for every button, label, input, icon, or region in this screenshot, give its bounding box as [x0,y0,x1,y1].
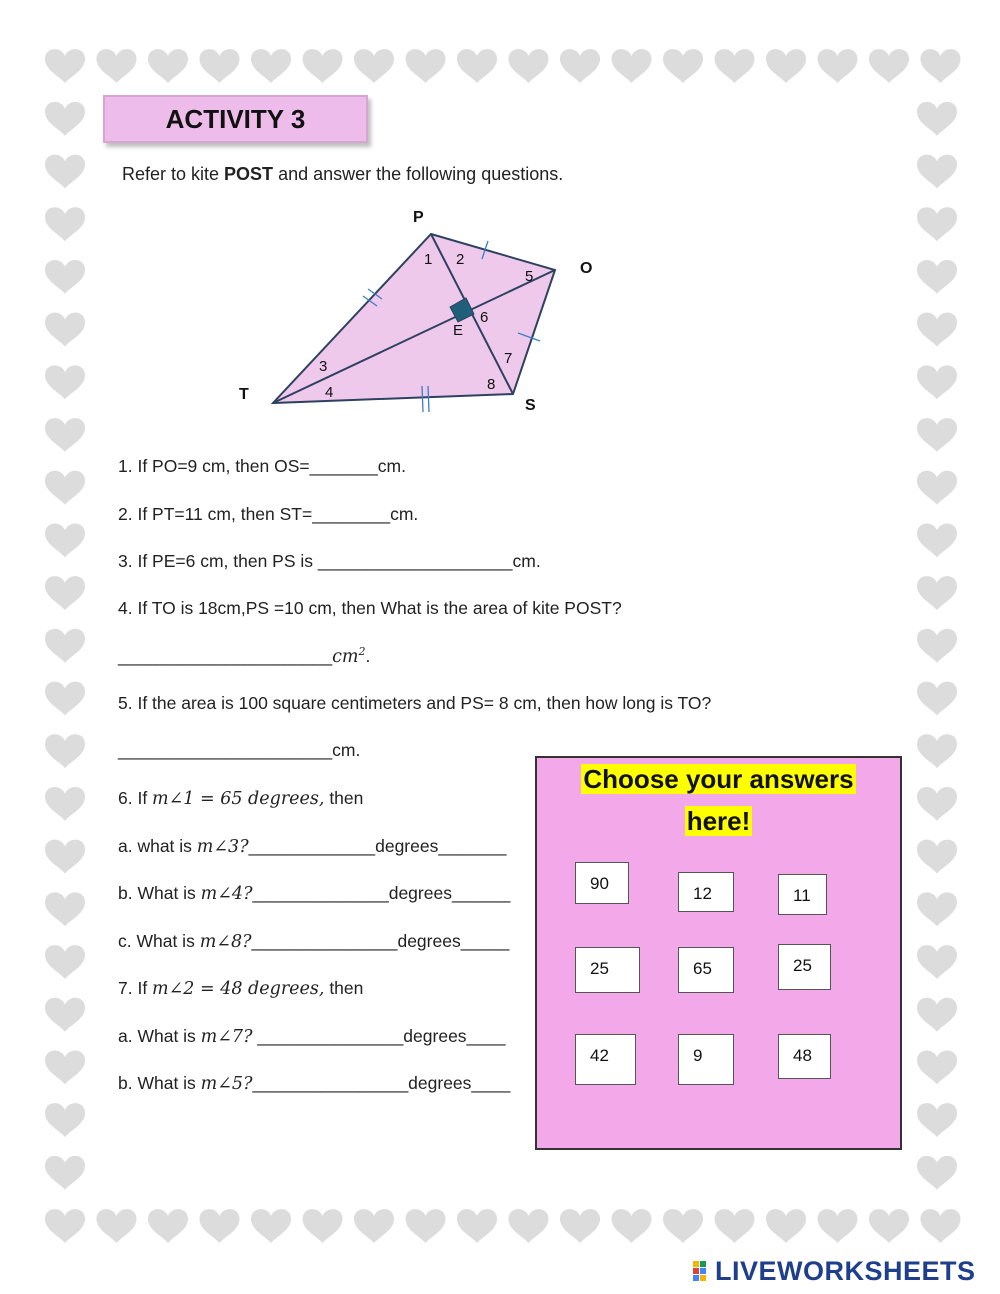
question-5: 5. If the area is 100 square centimeters and PS= 8 cm, then how long is TO? [118,693,712,713]
heart-decoration [45,840,85,874]
q4-exponent: 2 [358,645,366,658]
heart-decoration [45,102,85,136]
heart-decoration [917,313,957,347]
angle-label-1: 1 [424,251,433,268]
question-2: 2. If PT=11 cm, then ST=________cm. [118,504,419,524]
heart-decoration [45,998,85,1032]
angle-label-5: 5 [525,268,534,285]
q6-suffix: then [324,788,364,808]
q6b-blank[interactable]: ______________degrees______ [252,883,511,903]
heart-decoration [663,1209,703,1243]
heart-decoration [45,313,85,347]
vertex-label-s: S [525,397,536,414]
heart-decoration [406,49,446,83]
heart-decoration [869,1209,909,1243]
answer-choice[interactable]: 42 [575,1034,636,1085]
angle-label-4: 4 [325,384,334,401]
heart-decoration [766,49,806,83]
answer-choice[interactable]: 11 [778,874,827,915]
heart-decoration [715,1209,755,1243]
heart-decoration [612,49,652,83]
heart-decoration [45,155,85,189]
heart-decoration [560,1209,600,1243]
q4-blank[interactable]: ______________________ [118,645,333,666]
q6b-math: m∠4? [200,884,253,904]
q6a-math: m∠3? [196,837,249,857]
kite-diagram [225,200,625,425]
heart-decoration [917,207,957,241]
answer-panel-title-line2: here! [686,806,751,836]
angle-label-8: 8 [487,376,496,393]
logo-text: LIVEWORKSHEETS [715,1256,976,1286]
heart-decoration [917,945,957,979]
answer-choice[interactable]: 48 [778,1034,831,1079]
heart-decoration [97,1209,137,1243]
answer-choice[interactable]: 9 [678,1034,734,1085]
heart-decoration [663,49,703,83]
heart-decoration [45,1156,85,1190]
heart-decoration [200,1209,240,1243]
heart-decoration [45,576,85,610]
heart-decoration [45,207,85,241]
heart-decoration [917,260,957,294]
q6c-prefix: c. What is [118,931,200,951]
q7a-math: m∠7? [200,1027,253,1047]
q7-math: m∠2 = 48 degrees, [152,979,325,999]
question-3: 3. If PE=6 cm, then PS is ____________________cm. [118,551,541,571]
q6-math: m∠1 = 65 degrees, [152,789,325,809]
heart-decoration [917,155,957,189]
q7a-blank[interactable]: _______________degrees____ [252,1026,506,1046]
intro-after: and answer the following questions. [273,164,564,184]
q6b-prefix: b. What is [118,883,201,903]
answer-choice[interactable]: 65 [678,947,734,993]
heart-decoration [509,49,549,83]
heart-decoration [200,49,240,83]
answer-choice[interactable]: 12 [678,872,734,912]
intro-before: Refer to kite [122,164,225,184]
answer-choice[interactable]: 25 [778,944,831,990]
heart-decoration [715,49,755,83]
heart-decoration [917,629,957,663]
angle-label-3: 3 [319,358,328,375]
heart-decoration [917,998,957,1032]
heart-decoration [917,102,957,136]
intro-kite-name: POST [224,164,274,184]
heart-decoration [45,1103,85,1137]
heart-decoration [917,682,957,716]
heart-decoration [45,892,85,926]
question-6a [118,836,506,857]
liveworksheets-logo [693,1256,976,1287]
heart-decoration [917,1156,957,1190]
heart-decoration [917,840,957,874]
heart-decoration [45,945,85,979]
heart-decoration [917,471,957,505]
kite-shape [273,234,555,403]
heart-decoration [45,418,85,452]
heart-decoration [457,1209,497,1243]
heart-decoration [917,523,957,557]
heart-decoration [251,49,291,83]
heart-decoration [917,418,957,452]
q7-suffix: then [324,978,364,998]
heart-decoration [45,49,85,83]
vertex-label-o: O [580,260,593,277]
heart-decoration [45,471,85,505]
heart-decoration [921,49,961,83]
q7b-prefix: b. What is [118,1073,201,1093]
angle-label-7: 7 [504,350,513,367]
heart-decoration [303,1209,343,1243]
heart-decoration [45,629,85,663]
q6c-math: m∠8? [199,932,252,952]
heart-decoration [354,49,394,83]
heart-decoration [921,1209,961,1243]
q6-prefix: 6. If [118,788,153,808]
heart-decoration [818,49,858,83]
heart-decoration [251,1209,291,1243]
q4-unit: cm [332,646,359,667]
heart-decoration [917,787,957,821]
heart-decoration [560,49,600,83]
heart-decoration [917,734,957,768]
heart-decoration [45,1050,85,1084]
intro-text [122,164,563,185]
activity-title: ACTIVITY 3 [165,103,306,134]
vertex-label-p: P [413,209,424,226]
heart-decoration [869,49,909,83]
heart-decoration [917,892,957,926]
question-4-answer-line [118,645,370,667]
heart-decoration [45,260,85,294]
heart-decoration [148,1209,188,1243]
heart-decoration [97,49,137,83]
answer-choices-panel [535,756,902,1150]
question-6b [118,883,510,904]
q7b-blank[interactable]: ________________degrees____ [252,1073,511,1093]
question-4: 4. If TO is 18cm,PS =10 cm, then What is the area of kite POST? [118,598,622,618]
angle-label-2: 2 [456,251,465,268]
heart-decoration [917,1050,957,1084]
q6c-blank[interactable]: _______________degrees_____ [251,931,510,951]
heart-decoration [917,365,957,399]
logo-icon [693,1261,715,1283]
vertex-label-t: T [239,386,249,403]
heart-decoration [45,787,85,821]
heart-decoration [509,1209,549,1243]
q7b-math: m∠5? [200,1074,253,1094]
heart-decoration [766,1209,806,1243]
question-6 [118,788,363,809]
question-1: 1. If PO=9 cm, then OS=_______cm. [118,456,406,476]
point-label-e: E [453,322,464,339]
q7-prefix: 7. If [118,978,153,998]
question-6c [118,931,509,952]
heart-decoration [45,365,85,399]
heart-decoration [457,49,497,83]
heart-decoration [917,576,957,610]
heart-decoration [406,1209,446,1243]
answer-choice[interactable]: 90 [575,862,629,904]
angle-label-6: 6 [480,309,489,326]
heart-decoration [45,734,85,768]
heart-decoration [818,1209,858,1243]
heart-decoration [45,1209,85,1243]
q6a-prefix: a. what is [118,836,197,856]
heart-decoration [45,682,85,716]
heart-decoration [612,1209,652,1243]
heart-decoration [148,49,188,83]
heart-decoration [917,1103,957,1137]
heart-decoration [45,523,85,557]
heart-decoration [303,49,343,83]
q4-period: . [365,645,371,666]
answer-panel-title-line1: Choose your answers [583,764,854,794]
question-7 [118,978,363,999]
question-7b [118,1073,510,1094]
question-7a [118,1026,505,1047]
heart-decoration [354,1209,394,1243]
question-5-answer-line[interactable]: ______________________cm. [118,740,361,760]
q7a-prefix: a. What is [118,1026,201,1046]
activity-title-box [103,95,368,143]
q6a-blank[interactable]: _____________degrees_______ [248,836,507,856]
answer-choice[interactable]: 25 [575,947,640,993]
